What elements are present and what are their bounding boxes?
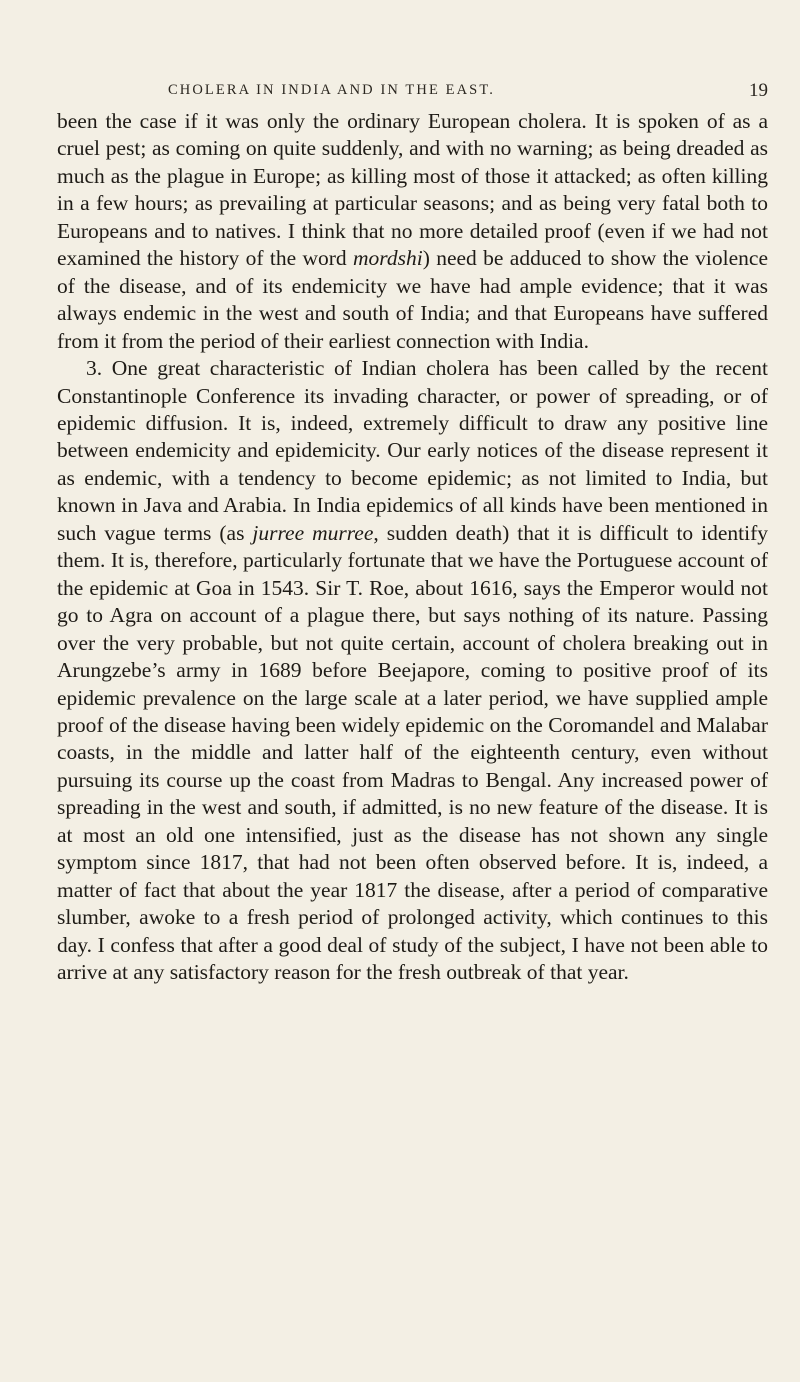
paragraph-text: ) need be adduced to show the violence of the disease, and of its endemicity we have had ample evidence; that it was always endemic in the west and south of India; and that Europeans have suffered from it from the period of their earliest connection with India. (57, 246, 769, 353)
paragraph (57, 108, 768, 355)
running-head (168, 80, 768, 104)
italic-term: mordshi (353, 246, 423, 271)
running-title: CHOLERA IN INDIA AND IN THE EAST. (168, 82, 495, 98)
page-number: 19 (749, 80, 768, 101)
paragraph-text: , sudden death) that it is difficult to identify them. It is, therefore, particularly fortunate that we have the Portuguese account of the epidemic at Goa in 1543. Sir T. Roe, about 1616, says the Emperor would not go to Agra on account of a plague there, but says nothing of its nature. Passing over the very probable, but not quite certain, account of cholera breaking out in Arungzebe’s army in 1689 before Beejapore, coming to positive proof of its epidemic prevalence on the large scale at a later period, we have supplied ample proof of the disease having been widely epidemic on the Coromandel and Malabar coasts, in the middle and latter half of the eighteenth century, even without pursuing its course up the coast from Madras to Bengal. Any increased power of spreading in the west and south, if admitted, is no new feature of the disease. It is at most an old one intensified, just as the disease has not shown any single symptom since 1817, that had not been often observed before. It is, indeed, a matter of fact that about the year 1817 the disease, after a period of comparative slumber, awoke to a fresh period of prolonged activity, which continues to this day. I confess that after a good deal of study of the subject, I have not been able to arrive at any satisfactory reason for the fresh outbreak of that year. (57, 520, 768, 985)
body-text (57, 108, 768, 987)
paragraph-text: been the case if it was only the ordinary European cholera. It is spoken of as a cruel pest; as coming on quite suddenly, and with no warning; as being dreaded as much as the plague in Europe; as killing most of those it attacked; as often killing in a few hours; as prevailing at particular seasons; and as being very fatal both to Europeans and to natives. I think that no more detailed proof (even if we had not examined the history of the word (57, 109, 768, 271)
paragraph-text: 3. One great characteristic of Indian cholera has been called by the recent Constantinople Conference its invading character, or power of spreading, or of epidemic diffusion. It is, indeed, extremely difficult to draw any positive line between endemicity and epidemicity. Our early notices of the disease represent it as endemic, with a tendency to become epidemic; as not limited to India, but known in Java and Arabia. In India epidemics of all kinds have been mentioned in such vague terms (as (57, 356, 768, 545)
paragraph (57, 355, 768, 986)
italic-term: jurree murree (252, 520, 374, 545)
